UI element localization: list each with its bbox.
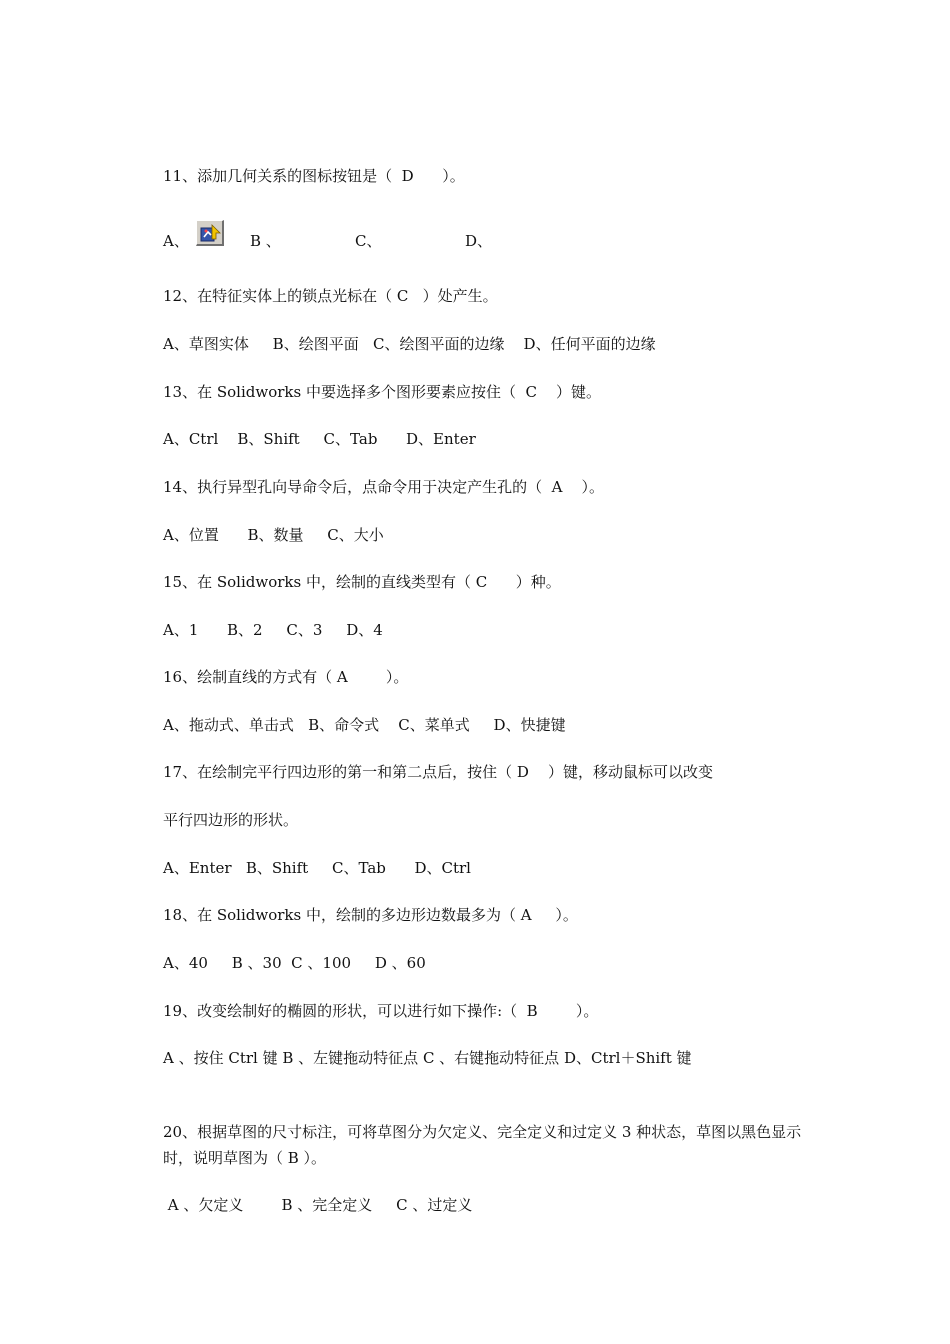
question-17-stem: 17、在绘制完平行四边形的第一和第二点后，按住（ D ）键，移动鼠标可以改变 <box>163 763 713 781</box>
question-14-stem: 14、执行异型孔向导命令后，点命令用于决定产生孔的（ A ）。 <box>163 478 605 496</box>
question-12-stem: 12、在特征实体上的锁点光标在（ C ）处产生。 <box>163 287 498 305</box>
question-15-options: A、1 B、2 C、3 D、4 <box>163 621 383 639</box>
question-11-option-c: C、 <box>355 232 382 250</box>
question-16-options: A、拖动式、单击式 B、命令式 C、菜单式 D、快捷键 <box>163 716 566 734</box>
question-18-stem: 18、在 Solidworks 中，绘制的多边形边数最多为（ A ）。 <box>163 906 578 924</box>
question-11-option-a-label: A、 <box>163 232 189 250</box>
question-14-options: A、位置 B、数量 C、大小 <box>163 526 384 544</box>
question-16-stem: 16、绘制直线的方式有（ A ）。 <box>163 668 409 686</box>
question-19-options: A 、按住 Ctrl 键 B 、左键拖动特征点 C 、右键拖动特征点 D、Ctrl＋Shift 键 <box>163 1049 692 1067</box>
question-12-options: A、草图实体 B、绘图平面 C、绘图平面的边缘 D、任何平面的边缘 <box>163 335 656 353</box>
question-20-stem: 20、根据草图的尺寸标注，可将草图分为欠定义、完全定义和过定义 3 种状态，草图以黑色显示时，说明草图为（ B ）。 <box>163 1123 802 1167</box>
question-18-options: A、40 B 、30 C 、100 D 、60 <box>163 954 426 972</box>
question-19-stem: 19、改变绘制好的椭圆的形状，可以进行如下操作:（ B ）。 <box>163 1002 599 1020</box>
question-17-stem-continued: 平行四边形的形状。 <box>163 811 299 829</box>
add-relation-icon <box>196 220 224 246</box>
question-13-options: A、Ctrl B、Shift C、Tab D、Enter <box>163 430 476 448</box>
question-11-option-d: D、 <box>465 232 493 250</box>
question-13-stem: 13、在 Solidworks 中要选择多个图形要素应按住（ C ）键。 <box>163 383 602 401</box>
question-17-options: A、Enter B、Shift C、Tab D、Ctrl <box>163 859 471 877</box>
question-15-stem: 15、在 Solidworks 中，绘制的直线类型有（ C ）种。 <box>163 573 561 591</box>
question-11-stem: 11、添加几何关系的图标按钮是（ D ）。 <box>163 167 465 185</box>
question-20-options: A 、欠定义 B 、完全定义 C 、过定义 <box>163 1196 473 1214</box>
question-11-option-b: B 、 <box>250 232 281 250</box>
